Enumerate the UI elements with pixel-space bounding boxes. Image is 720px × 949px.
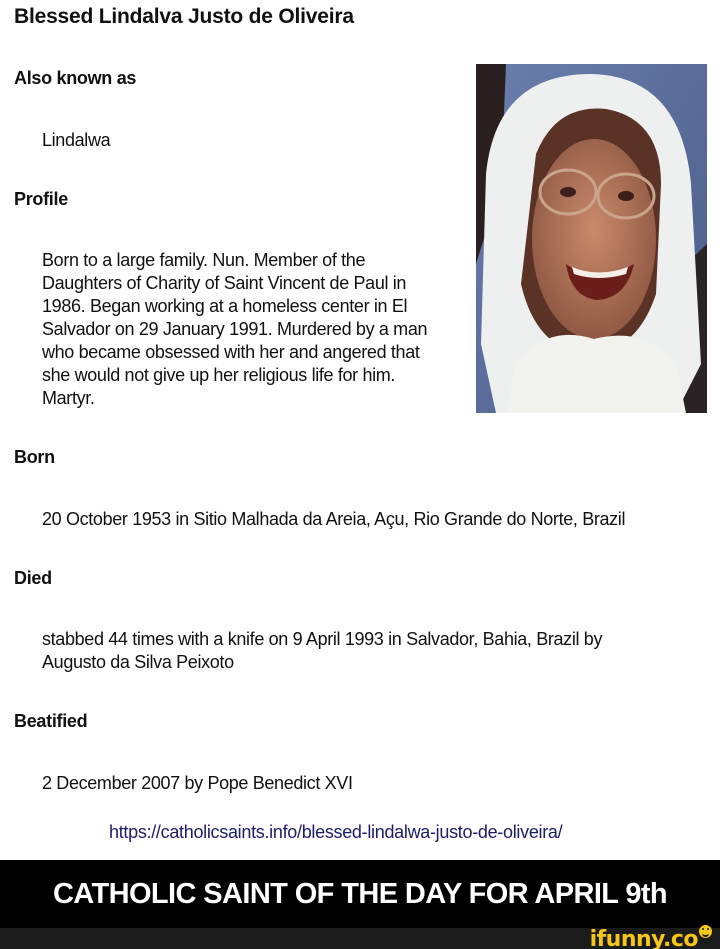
profile-line: she would not give up her religious life for him.: [42, 365, 396, 385]
watermark-text: ifunny.co: [589, 927, 698, 949]
profile-line: Born to a large family. Nun. Member of the: [42, 250, 366, 270]
heading-born: Born: [14, 447, 55, 467]
ifunny-watermark: [590, 925, 712, 949]
profile-line: Daughters of Charity of Saint Vincent de Paul in: [42, 273, 407, 293]
profile-text: [42, 249, 427, 410]
page-title: Blessed Lindalva Justo de Oliveira: [14, 5, 354, 28]
profile-line: Martyr.: [42, 388, 95, 408]
source-link[interactable]: https://catholicsaints.info/blessed-lindalwa-justo-de-oliveira/: [109, 822, 563, 842]
profile-line: 1986. Began working at a homeless center in El: [42, 296, 408, 316]
died-line: stabbed 44 times with a knife on 9 April 1993 in Salvador, Bahia, Brazil by: [42, 629, 603, 649]
heading-also-known-as: Also known as: [14, 68, 137, 88]
profile-line: Salvador on 29 January 1991. Murdered by a man: [42, 319, 428, 339]
value-beatified: 2 December 2007 by Pope Benedict XVI: [42, 773, 353, 793]
profile-line: who became obsessed with her and angered that: [42, 342, 420, 362]
value-born: 20 October 1953 in Sitio Malhada da Areia, Açu, Rio Grande do Norte, Brazil: [42, 509, 626, 529]
heading-died: Died: [14, 568, 52, 588]
heading-profile: Profile: [14, 189, 68, 209]
saint-portrait: [476, 64, 707, 413]
died-line: Augusto da Silva Peixoto: [42, 652, 234, 672]
smiley-icon: [699, 925, 712, 938]
portrait-image: [476, 64, 707, 413]
value-also-known-as: Lindalwa: [42, 130, 111, 150]
heading-beatified: Beatified: [14, 711, 88, 731]
banner-caption: CATHOLIC SAINT OF THE DAY FOR APRIL 9th: [52, 877, 668, 910]
caption-banner: [0, 860, 720, 928]
value-died: [42, 628, 602, 674]
